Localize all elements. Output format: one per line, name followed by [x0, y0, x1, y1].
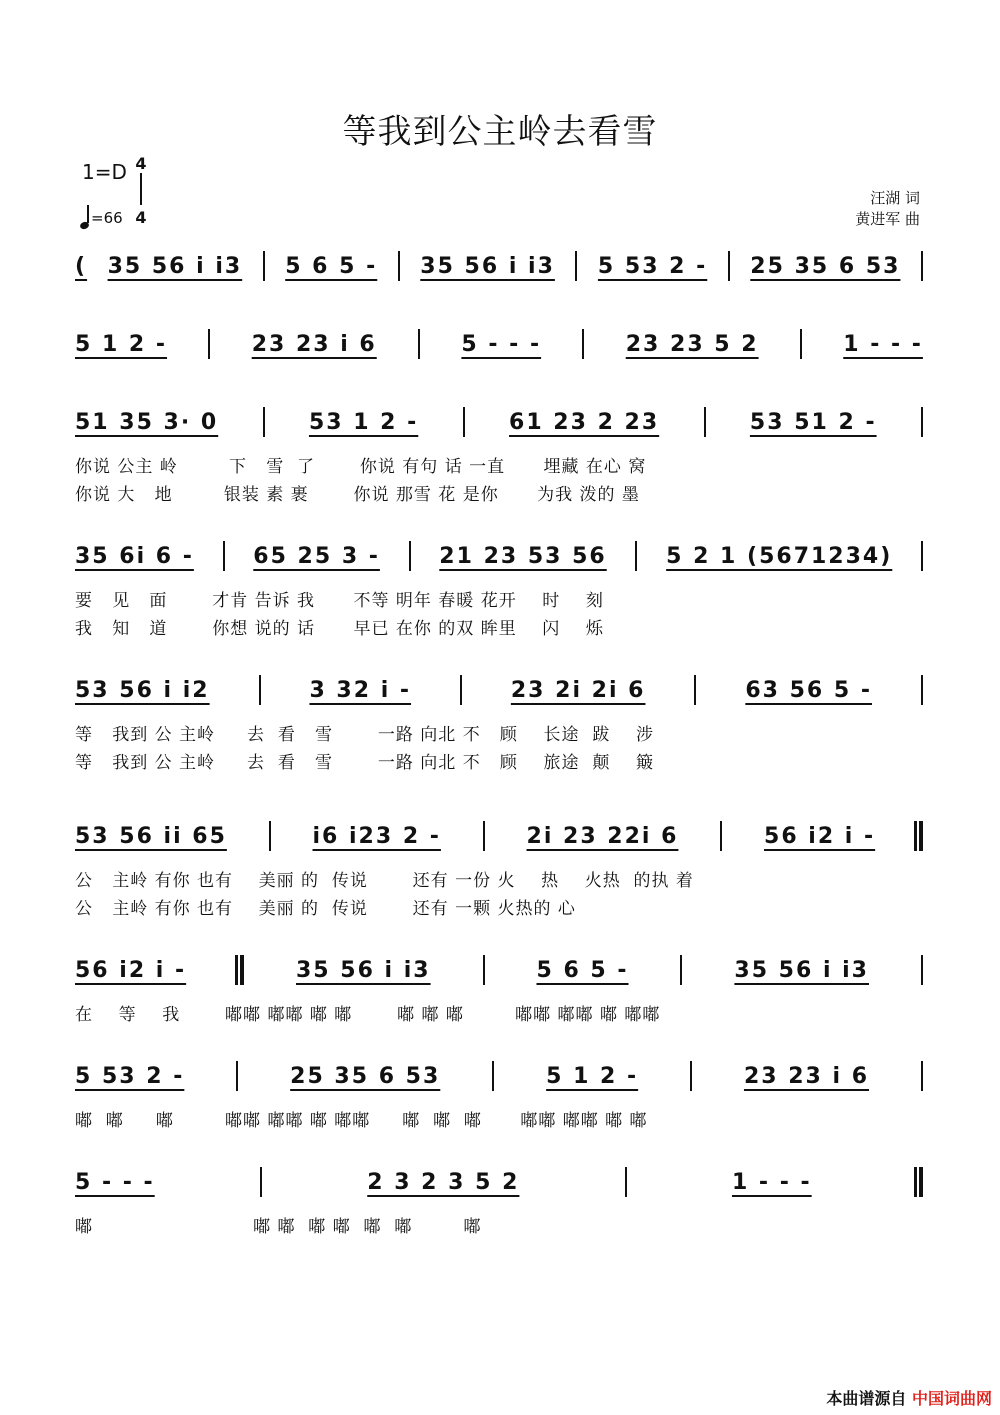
measure-notes: 5 1 2 -: [546, 1063, 639, 1089]
lyric-line: 你说 公主 岭 下 雪 了 你说 有句 话 一直 埋藏 在心 窝: [75, 457, 647, 477]
barline: [418, 329, 420, 359]
score-system: [75, 402, 923, 442]
barline: [917, 1167, 923, 1197]
measure-notes: 2 3 2 3 5 2: [367, 1169, 520, 1195]
measure-notes: 5 - - -: [75, 1169, 155, 1195]
footer-site: 中国词曲网: [911, 1389, 992, 1408]
measure-notes: (: [75, 253, 88, 279]
time-signature-divider: [140, 173, 142, 205]
measure-notes: 5 - - -: [461, 331, 542, 357]
measure-notes: 1 - - -: [731, 1169, 812, 1195]
barline: [921, 955, 923, 985]
notation-line: [75, 670, 923, 710]
notation-line: [75, 402, 923, 442]
measure-notes: 5 6 5 -: [285, 253, 378, 279]
barline: [208, 329, 210, 359]
lyric-line: 等 我到 公 主岭 去 看 雪 一路 向北 不 顾 长途 跋 涉: [75, 725, 654, 745]
measure-notes: 5 53 2 -: [75, 1063, 185, 1089]
measure-notes: 5 1 2 -: [75, 331, 168, 357]
score-system: [75, 536, 923, 576]
composer-credit: 黄进军 曲: [855, 210, 920, 228]
measure-notes: 56 i2 i -: [75, 957, 187, 983]
time-signature: [133, 155, 149, 226]
measure-notes: 53 51 2 -: [749, 409, 877, 435]
measure-notes: 35 56 i i3: [734, 957, 869, 983]
notation-line: [75, 816, 923, 856]
lyric-line: 我 知 道 你想 说的 话 早已 在你 的双 眸里 闪 烁: [75, 619, 604, 639]
footer-prefix: 本曲谱源自: [826, 1389, 907, 1408]
barline: [921, 251, 923, 281]
measure-notes: 61 23 2 23: [509, 409, 660, 435]
score-title: 等我到公主岭去看雪: [342, 112, 658, 152]
measure-notes: i6 i23 2 -: [312, 823, 441, 849]
lyric-line: 等 我到 公 主岭 去 看 雪 一路 向北 不 顾 旅途 颠 簸: [75, 753, 654, 773]
barline: [483, 955, 485, 985]
notation-line: [75, 324, 923, 364]
barline: [921, 407, 923, 437]
measure-notes: 53 1 2 -: [308, 409, 419, 435]
barline: [269, 821, 271, 851]
barline: [409, 541, 411, 571]
score-system: [75, 950, 923, 990]
measure-notes: 35 56 i i3: [107, 253, 243, 279]
score-system: [75, 670, 923, 710]
measure-notes: 5 2 1 (5671234): [666, 543, 893, 569]
measure-notes: 25 35 6 53: [750, 253, 901, 279]
barline: [492, 1061, 494, 1091]
barline: [720, 821, 722, 851]
score-system: [75, 1056, 923, 1096]
notation-line: [75, 536, 923, 576]
barline: [238, 955, 244, 985]
lyric-line: 嘟 嘟 嘟 嘟 嘟 嘟 嘟 嘟: [75, 1217, 482, 1237]
measure-notes: 1 - - -: [843, 331, 923, 357]
notation-line: [75, 1056, 923, 1096]
barline: [398, 251, 400, 281]
key-signature: 1=D: [82, 160, 127, 184]
score-system: [75, 1162, 923, 1202]
source-footer: [826, 1386, 992, 1409]
barline: [921, 541, 923, 571]
lyric-line: 在 等 我 嘟嘟 嘟嘟 嘟 嘟 嘟 嘟 嘟 嘟嘟 嘟嘟 嘟 嘟嘟: [75, 1005, 661, 1025]
barline: [625, 1167, 627, 1197]
notation-line: [75, 1162, 923, 1202]
score-system: [75, 324, 923, 364]
notation-line: [75, 246, 923, 286]
lyric-line: 你说 大 地 银装 素 裹 你说 那雪 花 是你 为我 泼的 墨: [75, 485, 640, 505]
measure-notes: 65 25 3 -: [253, 543, 380, 569]
measure-notes: 35 56 i i3: [420, 253, 555, 279]
measure-notes: 35 6i 6 -: [75, 543, 194, 569]
barline: [575, 251, 577, 281]
measure-notes: 23 2i 2i 6: [510, 677, 646, 703]
measure-notes: 25 35 6 53: [290, 1063, 441, 1089]
measure-notes: 35 56 i i3: [296, 957, 431, 983]
barline: [694, 675, 696, 705]
measure-notes: 21 23 53 56: [439, 543, 607, 569]
barline: [921, 675, 923, 705]
measure-notes: 3 32 i -: [309, 677, 412, 703]
lyricist-credit: 汪湖 词: [870, 189, 920, 207]
measure-notes: 51 35 3· 0: [75, 409, 219, 435]
barline: [921, 1061, 923, 1091]
measure-notes: 23 23 i 6: [251, 331, 377, 357]
barline: [800, 329, 802, 359]
tempo-marking: [80, 205, 123, 227]
barline: [223, 541, 225, 571]
barline: [635, 541, 637, 571]
quarter-note-stem: [87, 205, 89, 223]
score-system: [75, 246, 923, 286]
barline: [260, 1167, 262, 1197]
measure-notes: 53 56 ii 65: [75, 823, 227, 849]
barline: [236, 1061, 238, 1091]
barline: [680, 955, 682, 985]
barline: [460, 675, 462, 705]
barline: [690, 1061, 692, 1091]
lyric-line: 公 主岭 有你 也有 美丽 的 传说 还有 一份 火 热 火热 的执 着: [75, 871, 694, 891]
lyric-line: 要 见 面 才肯 告诉 我 不等 明年 春暖 花开 时 刻: [75, 591, 604, 611]
barline: [259, 675, 261, 705]
measure-notes: 5 6 5 -: [536, 957, 629, 983]
measure-notes: 23 23 5 2: [625, 331, 759, 357]
barline: [263, 407, 265, 437]
barline: [463, 407, 465, 437]
barline: [917, 821, 923, 851]
measure-notes: 56 i2 i -: [764, 823, 876, 849]
credits: [855, 188, 920, 230]
time-signature-top: 4: [135, 154, 147, 173]
measure-notes: 23 23 i 6: [743, 1063, 870, 1089]
lyric-line: 嘟 嘟 嘟 嘟嘟 嘟嘟 嘟 嘟嘟 嘟 嘟 嘟 嘟嘟 嘟嘟 嘟 嘟: [75, 1111, 648, 1131]
measure-notes: 63 56 5 -: [745, 677, 872, 703]
barline: [483, 821, 485, 851]
measure-notes: 2i 23 22i 6: [526, 823, 679, 849]
measure-notes: 5 53 2 -: [597, 253, 708, 279]
measure-notes: 53 56 i i2: [75, 677, 210, 703]
barline: [704, 407, 706, 437]
barline: [263, 251, 265, 281]
time-signature-bottom: 4: [135, 208, 147, 227]
barline: [728, 251, 730, 281]
tempo-value: =66: [91, 209, 123, 227]
notation-line: [75, 950, 923, 990]
lyric-line: 公 主岭 有你 也有 美丽 的 传说 还有 一颗 火热的 心: [75, 899, 576, 919]
score-system: [75, 816, 923, 856]
barline: [582, 329, 584, 359]
